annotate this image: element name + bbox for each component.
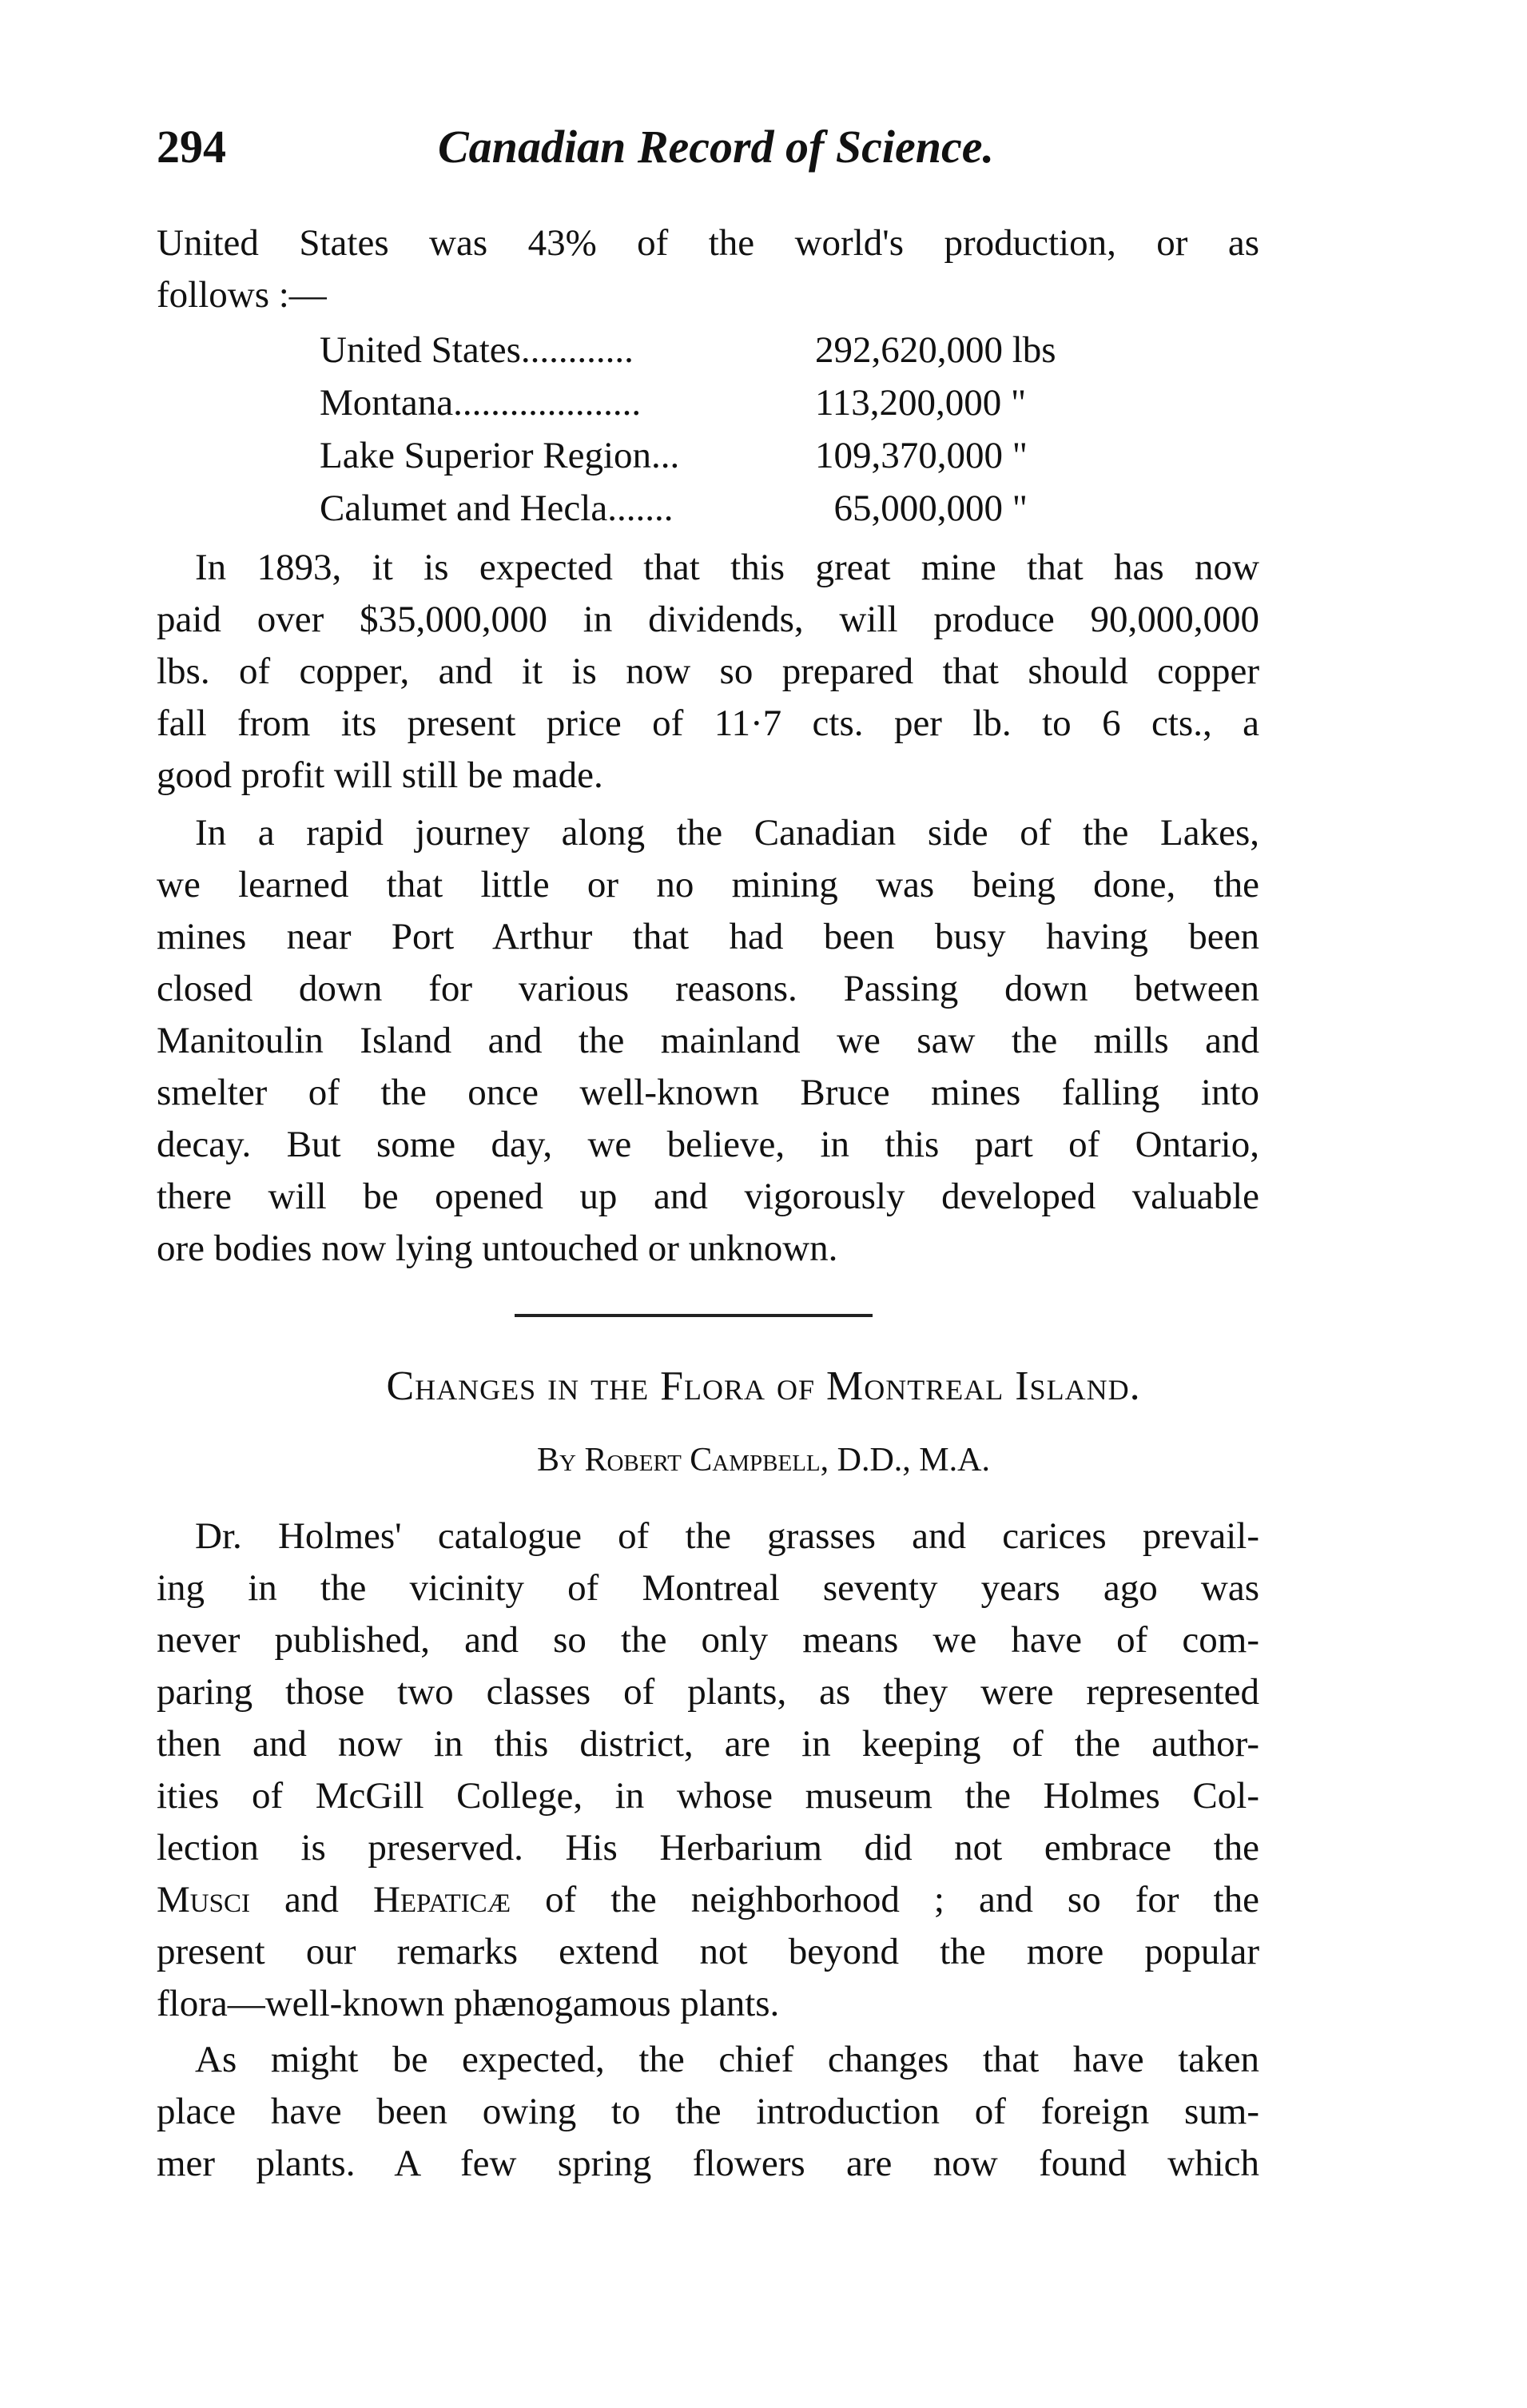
text-line	[157, 1874, 1259, 1926]
text-line: lection is preserved. His Herbarium did not embrace the	[157, 1827, 1259, 1869]
text-line: then and now in this district, are in keeping of the author-	[157, 1723, 1259, 1765]
text-line: place have been owing to the introduction of foreign sum-	[157, 2091, 1259, 2132]
text-line: decay. But some day, we believe, in this part of Ontario,	[157, 1124, 1259, 1165]
text-line: In a rapid journey along the Canadian side of the Lakes,	[195, 812, 1259, 854]
table-row	[320, 328, 1119, 381]
text-line: we learned that little or no mining was being done, the	[157, 864, 1259, 905]
text-line: ing in the vicinity of Montreal seventy years ago was	[157, 1567, 1259, 1609]
row-label: Montana....................	[320, 382, 642, 424]
row-label: United States............	[320, 329, 634, 371]
row-value: 109,370,000 "	[815, 435, 1028, 476]
article-title: Changes in the Flora of Montreal Island.	[386, 1363, 1141, 1409]
table-row	[320, 434, 1119, 487]
text-line: United States was 43% of the world's production, or as	[157, 222, 1259, 264]
paragraph-holmes-catalogue	[157, 1510, 1259, 2030]
row-label: Lake Superior Region...	[320, 435, 680, 476]
intro-paragraph	[157, 217, 1259, 321]
text-line: mer plants. A few spring flowers are now found which	[157, 2143, 1259, 2184]
text-line: paid over $35,000,000 in dividends, will produce 90,000,000	[157, 599, 1259, 640]
paragraph-copper-production	[157, 542, 1259, 802]
text-run: of the neighborhood ; and so for the	[511, 1879, 1259, 1920]
row-value: 113,200,000 "	[815, 382, 1027, 424]
small-caps-term: Hepaticæ	[372, 1879, 511, 1920]
text-line: ities of McGill College, in whose museum the Holmes Col-	[157, 1775, 1259, 1817]
section-divider	[515, 1314, 873, 1317]
paragraph-changes	[157, 2034, 1259, 2190]
table-row	[320, 381, 1119, 434]
text-line: never published, and so the only means we have of com-	[157, 1619, 1259, 1661]
text-line: there will be opened up and vigorously developed valuable	[157, 1176, 1259, 1217]
running-head: Canadian Record of Science.	[438, 121, 994, 173]
text-line: closed down for various reasons. Passing down between	[157, 968, 1259, 1009]
text-line: good profit will still be made.	[157, 754, 603, 796]
production-table	[320, 328, 1119, 539]
text-line: mines near Port Arthur that had been busy having been	[157, 916, 1259, 957]
row-value: 65,000,000 "	[815, 488, 1028, 529]
text-line: smelter of the once well-known Bruce mines falling into	[157, 1072, 1259, 1113]
page-number: 294	[157, 121, 226, 173]
text-line: present our remarks extend not beyond the more popular	[157, 1931, 1259, 1972]
table-row	[320, 487, 1119, 539]
text-line: As might be expected, the chief changes that have taken	[195, 2039, 1259, 2080]
text-line: Dr. Holmes' catalogue of the grasses and carices prevail-	[195, 1515, 1259, 1557]
text-line: Manitoulin Island and the mainland we saw the mills and	[157, 1020, 1259, 1061]
text-line: ore bodies now lying untouched or unknown.	[157, 1228, 838, 1269]
row-value: 292,620,000 lbs	[815, 329, 1056, 371]
text-line: follows :—	[157, 274, 327, 316]
text-line: paring those two classes of plants, as they were represented	[157, 1671, 1259, 1713]
text-line: fall from its present price of 11·7 cts. per lb. to 6 cts., a	[157, 702, 1259, 744]
paragraph-canadian-journey	[157, 807, 1259, 1275]
text-run: and	[249, 1879, 373, 1920]
text-line: flora—well-known phænogamous plants.	[157, 1983, 780, 2024]
text-line: lbs. of copper, and it is now so prepared that should copper	[157, 651, 1259, 692]
small-caps-term: Musci	[157, 1879, 250, 1920]
row-label: Calumet and Hecla.......	[320, 488, 674, 529]
page-header	[157, 120, 1275, 176]
text-line: In 1893, it is expected that this great mine that has now	[195, 547, 1259, 588]
article-byline: By Robert Campbell, D.D., M.A.	[537, 1442, 990, 1479]
